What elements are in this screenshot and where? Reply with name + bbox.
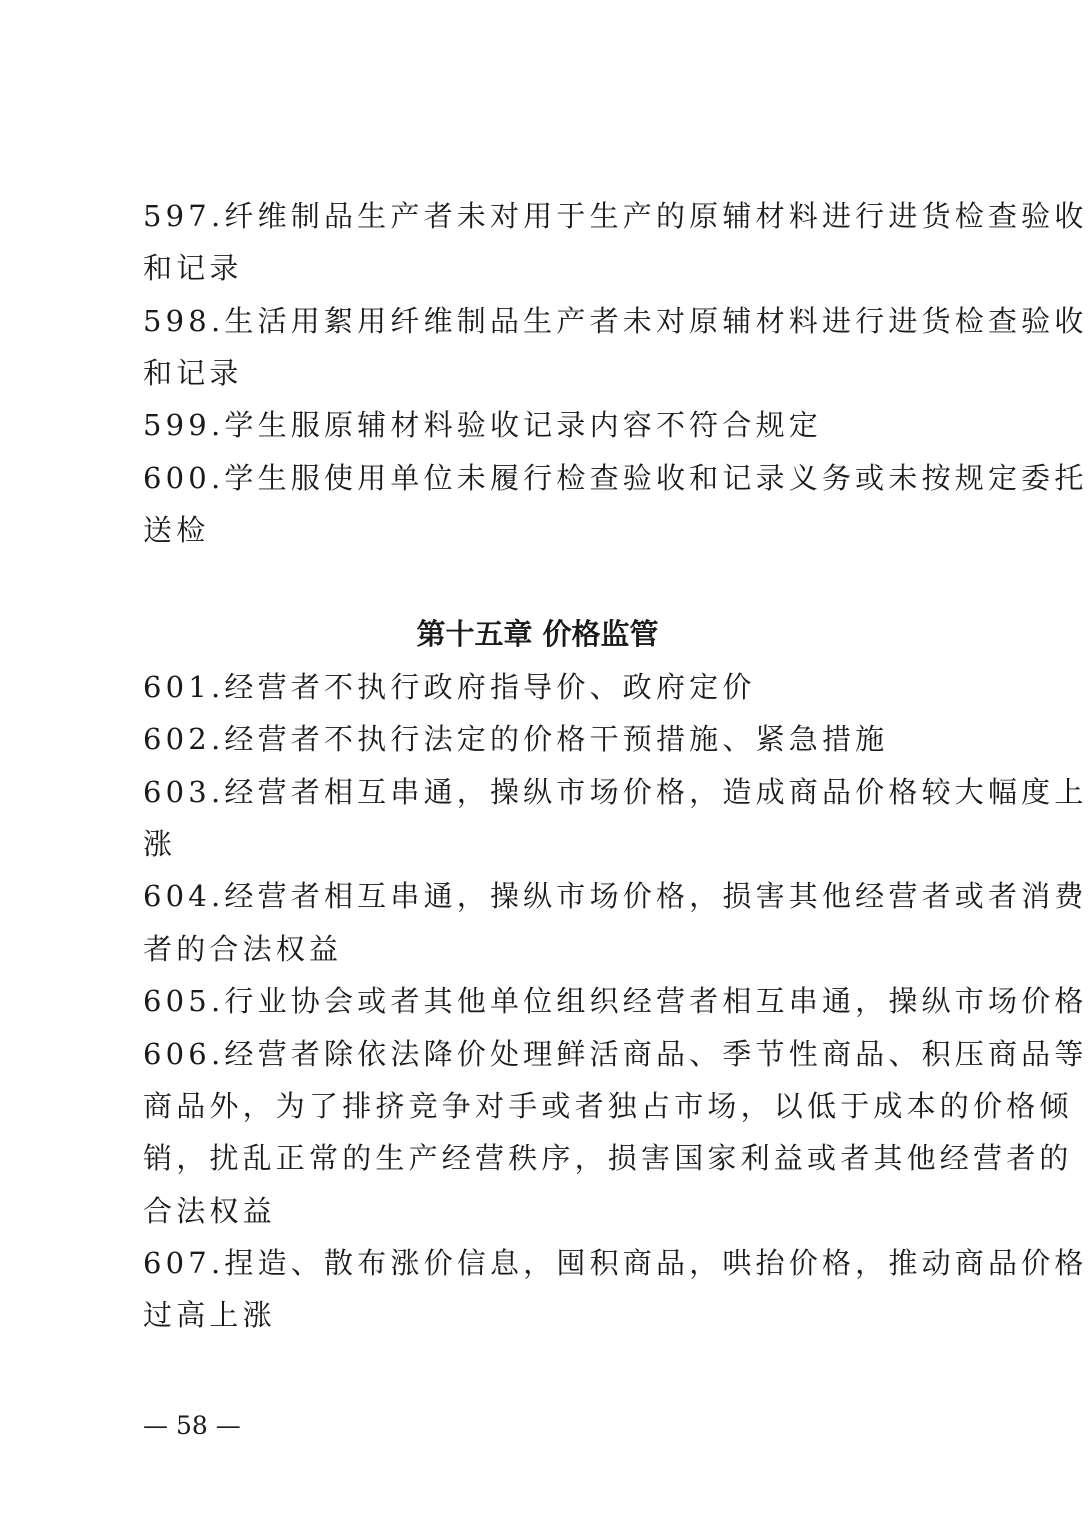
item-606-line-1: 606.经营者除依法降价处理鲜活商品、季节性商品、积压商品等 [143,1037,1088,1071]
item-603-line-1: 603.经营者相互串通，操纵市场价格，造成商品价格较大幅度上 [143,775,1088,809]
item-598-line-2: 和记录 [143,356,243,390]
item-604-line-1: 604.经营者相互串通，操纵市场价格，损害其他经营者或者消费 [143,879,1088,913]
item-606-line-2: 商品外，为了排挤竞争对手或者独占市场，以低于成本的价格倾 [143,1089,1073,1123]
item-604-line-2: 者的合法权益 [143,932,343,966]
item-600-line-2: 送检 [143,513,210,547]
item-607-line-1: 607.捏造、散布涨价信息，囤积商品，哄抬价格，推动商品价格 [143,1246,1088,1280]
item-606-line-3: 销，扰乱正常的生产经营秩序，损害国家利益或者其他经营者的 [143,1141,1073,1175]
item-599-line-1: 599.学生服原辅材料验收记录内容不符合规定 [143,408,822,442]
item-607-line-2: 过高上涨 [143,1298,276,1332]
item-603-line-2: 涨 [143,827,177,861]
item-597-line-2: 和记录 [143,251,243,285]
item-597-line-1: 597.纤维制品生产者未对用于生产的原辅材料进行进货检查验收 [143,199,1088,233]
item-600-line-1: 600.学生服使用单位未履行检查验收和记录义务或未按规定委托 [143,461,1088,495]
item-598-line-1: 598.生活用絮用纤维制品生产者未对原辅材料进行进货检查验收 [143,304,1088,338]
item-605-line-1: 605.行业协会或者其他单位组织经营者相互串通，操纵市场价格 [143,984,1088,1018]
item-601-line-1: 601.经营者不执行政府指导价、政府定价 [143,670,756,704]
page-number: — 58 — [143,1411,241,1440]
item-602-line-1: 602.经营者不执行法定的价格干预措施、紧急措施 [143,722,889,756]
chapter-title: 第十五章 价格监管 [416,617,659,651]
item-606-line-4: 合法权益 [143,1194,276,1228]
